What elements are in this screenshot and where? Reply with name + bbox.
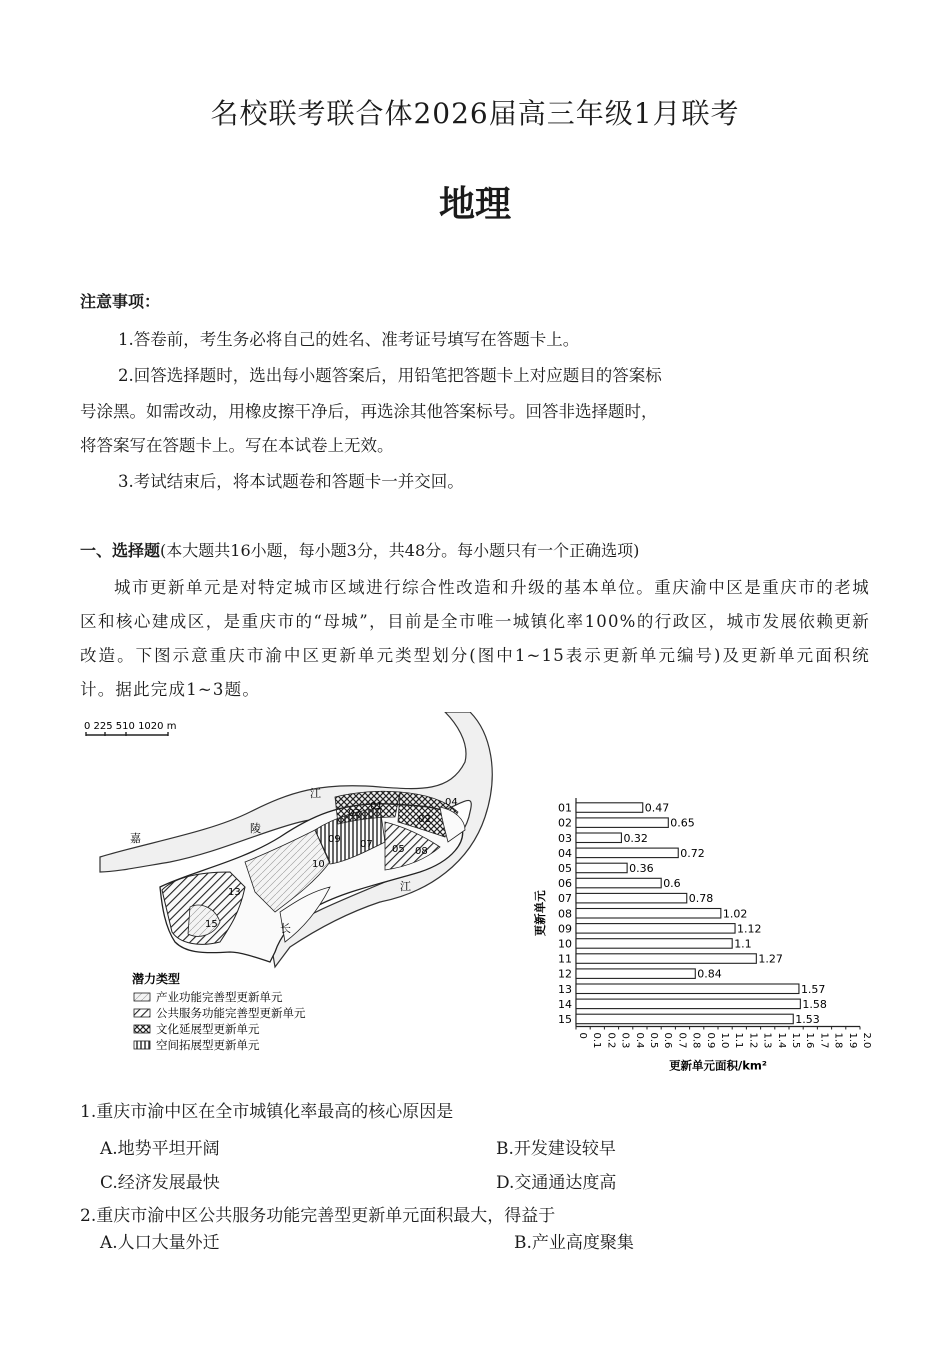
x-tick-label: 0.1 [591,1032,603,1049]
bar-value-label: 1.02 [722,907,748,921]
bar-value-label: 1.58 [802,997,827,1011]
map-scale: 0 225 510 1020 m [84,721,177,732]
x-tick-label: 1.4 [775,1032,787,1049]
bar-09 [576,924,735,934]
question-2-option-a: A.人口大量外迁 [100,1233,220,1253]
notice-item-2-line-2: 号涂黑。如需改动，用橡皮擦干净后，再选涂其他答案标号。回答非选择题时， [80,402,658,421]
x-tick-label: 1.3 [761,1032,773,1049]
unit-label: 07 [360,839,373,850]
x-tick-label: 0.3 [619,1032,631,1049]
x-tick-label: 1.7 [818,1032,830,1049]
y-axis-label: 更新单元 [533,890,547,937]
unit-label: 01 [370,801,383,812]
y-tick-label: 05 [558,861,572,875]
x-tick-label: 1.5 [790,1032,801,1049]
y-tick-label: 11 [558,952,572,966]
x-tick-label: 1.9 [846,1032,858,1049]
district-map [80,712,525,1062]
x-tick-label: 0.4 [633,1032,645,1049]
unit-label: 02 [418,814,431,825]
x-tick-label: 0.8 [690,1032,702,1049]
bar-value-label: 0.6 [663,877,681,891]
notice-item-3: 3.考试结束后，将本试题卷和答题卡一并交回。 [118,472,464,491]
notice-heading: 注意事项： [80,292,161,311]
bar-value-label: 0.84 [697,967,722,981]
river-label: 陵 [250,822,261,835]
question-1-stem: 1.重庆市渝中区在全市城镇化率最高的核心原因是 [80,1102,454,1122]
bar-value-label: 0.78 [688,892,714,906]
y-tick-label: 01 [558,801,572,815]
unit-label: 10 [312,859,325,870]
bar-14 [576,999,800,1009]
section-heading [80,538,639,561]
bar-07 [576,893,687,903]
x-tick-label: 0.9 [704,1032,716,1049]
legend-label: 空间拓展型更新单元 [156,1038,260,1052]
unit-label: 09 [328,834,341,845]
section-note: (本大题共16小题，每小题3分，共48分。每小题只有一个正确选项) [160,541,640,560]
bar-value-label: 1.27 [758,952,783,966]
river-label: 长 [280,922,291,935]
river-label: 嘉 [130,832,141,845]
bar-value-label: 1.53 [795,1012,820,1026]
bar-value-label: 1.12 [737,922,762,936]
y-tick-label: 15 [558,1012,572,1026]
y-tick-label: 06 [558,877,572,891]
chart-root [533,798,872,1072]
unit-label: 08 [415,846,428,857]
legend-title: 潜力类型 [132,972,181,986]
y-tick-label: 10 [558,937,572,951]
bar-13 [576,984,799,994]
exam-title: 名校联考联合体2026届高三年级1月联考 [210,97,740,130]
question-1-option-b: B.开发建设较早 [496,1139,616,1159]
unit-label: 04 [445,797,458,808]
subject-title: 地理 [438,184,511,225]
area-bar-chart [530,792,880,1072]
x-tick-label: 1.2 [747,1032,759,1049]
section-title: 一、选择题 [80,541,161,560]
legend-swatch-space [134,1041,150,1049]
scale-bar [86,732,168,736]
y-tick-label: 14 [558,997,572,1011]
intro-paragraph: 城市更新单元是对特定城市区域进行综合性改造和升级的基本单位。重庆渝中区是重庆市的老城区和核心建成区，是重庆市的“母城”，目前是全市唯一城镇化率100%的行政区，城市发展依赖更新改造。下图示意重庆市渝中区更新单元类型划分(图中1~15表示更新单元编号)及更新单元面积统计。据此完成1~3题。 [80,578,870,699]
y-tick-label: 08 [558,907,572,921]
question-1-option-c: C.经济发展最快 [100,1173,220,1193]
bar-04 [576,848,678,858]
x-tick-label: 0.2 [605,1032,617,1049]
bar-value-label: 0.72 [680,846,705,860]
question-2-option-b: B.产业高度聚集 [514,1233,634,1253]
notice-item-2-line-1: 2.回答选择题时，选出每小题答案后，用铅笔把答题卡上对应题目的答案标 [118,366,662,385]
notice-item-1: 1.答卷前，考生务必将自己的姓名、准考证号填写在答题卡上。 [118,330,580,349]
bar-value-label: 0.32 [623,831,648,845]
x-tick-label: 0.5 [648,1032,659,1049]
x-tick-label: 0.6 [662,1032,674,1049]
y-tick-label: 09 [558,922,572,936]
bar-08 [576,909,721,919]
river-label: 江 [400,880,411,893]
bar-02 [576,818,668,828]
legend-swatch-public-service [134,1009,150,1017]
x-tick-label: 2.0 [861,1032,872,1049]
bar-value-label: 0.65 [670,816,695,830]
bar-03 [576,833,621,843]
bar-06 [576,878,661,888]
unit-label: 05 [392,844,405,855]
bar-12 [576,969,695,979]
bar-11 [576,954,756,964]
x-tick-label: 0.7 [676,1032,688,1049]
question-1-option-d: D.交通通达度高 [496,1173,617,1193]
question-1-option-a: A.地势平坦开阔 [100,1139,220,1159]
x-tick-label: 1.6 [804,1032,816,1049]
x-tick-label: 1.0 [719,1032,730,1049]
x-tick-label: 1.8 [832,1032,844,1049]
bar-value-label: 0.36 [629,861,654,875]
x-axis-label: 更新单元面积/km² [669,1058,767,1072]
bar-05 [576,863,627,873]
y-tick-label: 02 [558,816,572,830]
legend-swatch-culture [134,1025,150,1033]
bar-value-label: 0.47 [644,801,670,815]
legend-label: 公共服务功能完善型更新单元 [156,1006,306,1020]
bar-value-label: 1.57 [800,982,826,996]
x-tick-label: 1.1 [733,1032,745,1049]
unit-label: 13 [228,887,241,898]
river-label: 江 [310,787,321,800]
y-tick-label: 13 [558,982,572,996]
y-tick-label: 07 [558,892,572,906]
bar-value-label: 1.1 [734,937,752,951]
y-tick-label: 12 [558,967,572,981]
notice-item-2-line-3: 将答案写在答题卡上。写在本试卷上无效。 [80,436,394,455]
legend-label: 文化延展型更新单元 [156,1022,260,1036]
unit-label: 03 [348,808,361,819]
bar-10 [576,939,732,949]
question-2-stem: 2.重庆市渝中区公共服务功能完善型更新单元面积最大，得益于 [80,1206,556,1226]
x-tick-label: 0 [577,1032,588,1039]
bar-15 [576,1014,793,1024]
unit-label: 15 [205,919,218,930]
bar-01 [576,803,643,813]
y-tick-label: 04 [558,846,572,860]
legend-swatch-industry [134,993,150,1001]
legend-label: 产业功能完善型更新单元 [156,990,283,1004]
y-tick-label: 03 [558,831,572,845]
